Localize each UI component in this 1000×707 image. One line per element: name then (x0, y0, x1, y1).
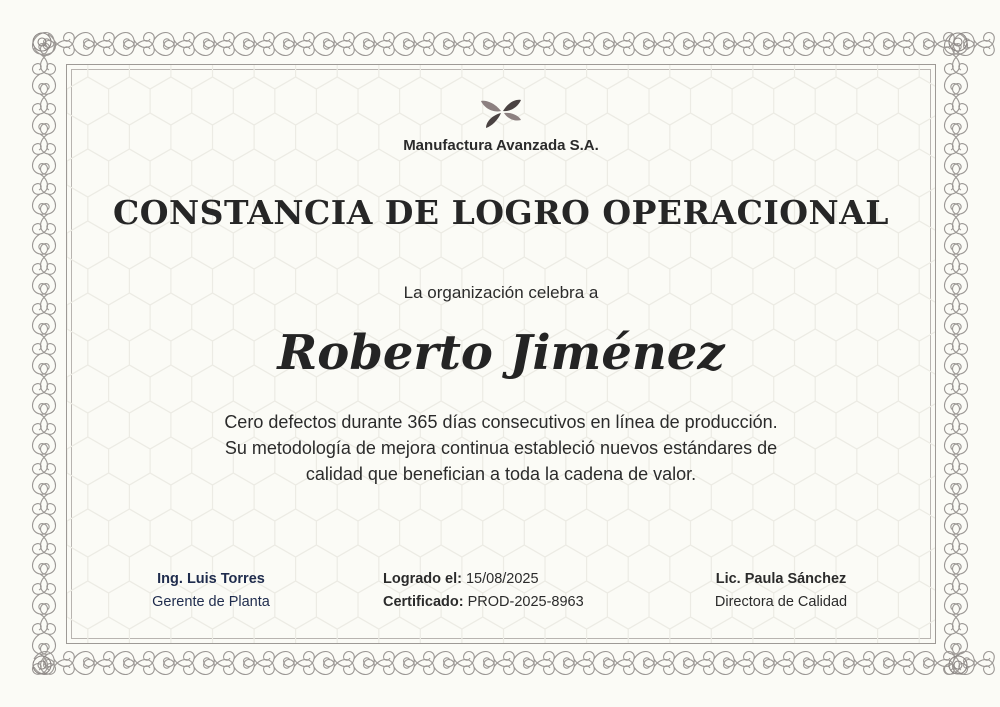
certificate-id-row (383, 591, 643, 614)
certificate-subtitle: La organización celebra a (403, 283, 599, 302)
signatory-left (101, 568, 321, 614)
organization-name: Manufactura Avanzada S.A. (403, 137, 599, 154)
certificate-id-label: Certificado: (383, 594, 464, 610)
achieved-date-row (383, 568, 643, 591)
certificate-title: CONSTANCIA DE LOGRO OPERACIONAL (112, 193, 890, 232)
description-line: calidad que benefician a toda la cadena de valor. (305, 464, 697, 484)
achievement-description (151, 409, 851, 487)
description-line: Su metodología de mejora continua estableció nuevos estándares de (224, 438, 778, 458)
leaf-logo-icon (479, 95, 525, 131)
signatory-right (671, 568, 891, 614)
achieved-date-label: Logrado el: (383, 571, 462, 587)
recipient-name: Roberto Jiménez (277, 325, 725, 381)
achieved-date-value: 15/08/2025 (465, 571, 539, 587)
certificate-details (383, 568, 643, 614)
certificate-id-value: PROD-2025-8963 (467, 594, 584, 610)
description-line: Cero defectos durante 365 días consecutivos en línea de producción. (224, 412, 778, 432)
signatory-right-name: Lic. Paula Sánchez (715, 571, 847, 587)
signatory-right-role: Directora de Calidad (714, 594, 848, 610)
signatory-left-name: Ing. Luis Torres (157, 571, 265, 587)
certificate-panel (66, 64, 936, 644)
signatory-left-role: Gerente de Planta (152, 594, 270, 610)
